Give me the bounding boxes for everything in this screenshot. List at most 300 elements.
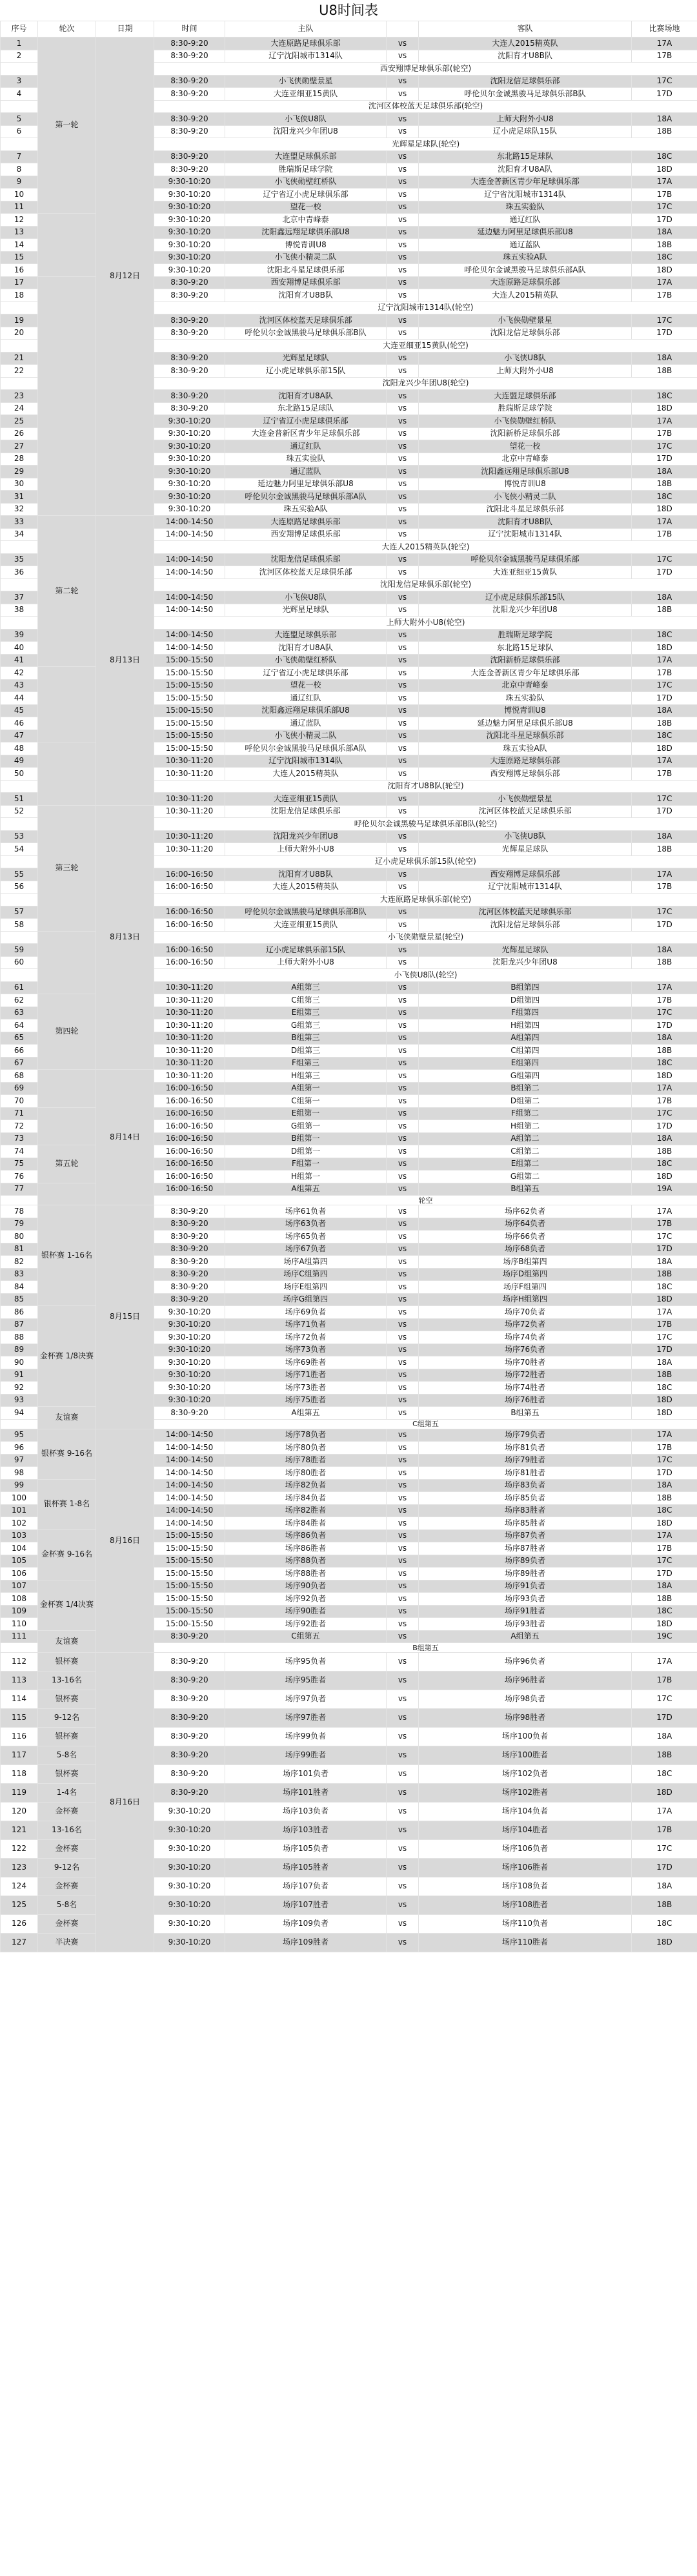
header-court: 比赛场地 [632,21,697,37]
match-seq: 57 [1,906,38,919]
home-team: 呼伦贝尔金诚黑骏马足球俱乐部B队 [225,906,387,919]
court-label: 17C [632,314,697,327]
away-team: 望花一校 [419,440,632,453]
away-team: 场序83胜者 [419,1504,632,1517]
home-team: 光辉星足球队 [225,604,387,617]
home-team: A组第三 [225,981,387,994]
vs-label: vs [387,201,419,214]
court-label: 17C [632,1007,697,1019]
court-label: 18B [632,1268,697,1281]
round-cell: 第一轮 [38,37,96,214]
home-team: 场序65负者 [225,1231,387,1243]
vs-label: vs [387,868,419,881]
vs-label: vs [387,1306,419,1319]
match-seq: 12 [1,214,38,227]
away-team: 小飞侠U8队 [419,830,632,843]
away-team: 场序81胜者 [419,1467,632,1480]
court-label: 18C [632,1057,697,1070]
court-label: 18D [632,1293,697,1306]
court-label: 17A [632,1306,697,1319]
court-label: 17B [632,528,697,541]
court-label: 17C [632,1231,697,1243]
match-seq: 102 [1,1517,38,1530]
round-cell: 第二轮 [38,516,96,667]
vs-label: vs [387,1120,419,1133]
match-seq: 25 [1,415,38,428]
court-label: 18A [632,704,697,717]
bye-label: 沈阳龙信足球俱乐部(轮空) [154,578,697,591]
away-team: 场序91负者 [419,1580,632,1593]
match-seq: 15 [1,251,38,264]
match-time: 8:30-9:20 [154,1671,225,1690]
match-seq: 99 [1,1479,38,1492]
match-seq: 21 [1,352,38,365]
match-seq: 27 [1,440,38,453]
court-label: 18A [632,830,697,843]
vs-label: vs [387,1369,419,1382]
home-team: 通辽红队 [225,440,387,453]
away-team: 场序100负者 [419,1728,632,1746]
court-label: 17D [632,919,697,932]
home-team: A组第五 [225,1407,387,1420]
match-seq: 120 [1,1803,38,1821]
match-time: 14:00-14:50 [154,629,225,642]
match-time: 16:00-16:50 [154,868,225,881]
away-team: 沈阳龙信足球俱乐部 [419,919,632,932]
match-seq: 79 [1,1218,38,1231]
vs-label: vs [387,1517,419,1530]
court-label: 17D [632,566,697,579]
vs-label: vs [387,1356,419,1369]
home-team: 大连盟足球俱乐部 [225,150,387,163]
court-label: 17A [632,1082,697,1095]
match-seq: 83 [1,1268,38,1281]
court-label: 18C [632,251,697,264]
court-label: 17D [632,1709,697,1728]
match-seq: 116 [1,1728,38,1746]
match-seq: 84 [1,1281,38,1294]
match-seq: 69 [1,1082,38,1095]
vs-label: vs [387,1618,419,1631]
home-team: H组第一 [225,1170,387,1183]
match-time: 9:30-10:20 [154,1896,225,1915]
vs-label: vs [387,1019,419,1032]
court-label: 18B [632,239,697,252]
match-time: 16:00-16:50 [154,1145,225,1158]
away-team: 场序93负者 [419,1593,632,1606]
away-team: 场序B组第四 [419,1256,632,1269]
vs-label: vs [387,1268,419,1281]
vs-label: vs [387,1218,419,1231]
vs-label: vs [387,276,419,289]
home-team: 场序80胜者 [225,1467,387,1480]
vs-label: vs [387,1709,419,1728]
match-time: 8:30-9:20 [154,1746,225,1765]
match-seq: 31 [1,491,38,504]
away-team: B组第四 [419,981,632,994]
match-time: 16:00-16:50 [154,1170,225,1183]
vs-label: vs [387,1859,419,1877]
match-time: 14:00-14:50 [154,1442,225,1455]
vs-label: vs [387,1132,419,1145]
home-team: 场序E组第四 [225,1281,387,1294]
court-label: 18C [632,1915,697,1934]
match-row [1,1070,697,1083]
away-team: 场序96胜者 [419,1671,632,1690]
match-seq: 41 [1,654,38,667]
vs-label: vs [387,717,419,730]
match-seq [1,377,38,390]
away-team: 上师大附外小U8 [419,113,632,126]
match-seq: 56 [1,881,38,894]
vs-label: vs [387,906,419,919]
court-label: 17C [632,201,697,214]
vs-label: vs [387,1555,419,1568]
home-team: 场序67负者 [225,1243,387,1256]
vs-label: vs [387,239,419,252]
match-seq: 91 [1,1369,38,1382]
home-team: 场序69胜者 [225,1356,387,1369]
home-team: D组第一 [225,1145,387,1158]
match-time: 8:30-9:20 [154,50,225,63]
round-cell: 银杯赛 [38,1690,96,1709]
match-time: 15:00-15:50 [154,1618,225,1631]
away-team: 场序104负者 [419,1803,632,1821]
round-cell: 金杯赛 [38,1803,96,1821]
vs-label: vs [387,327,419,340]
match-seq: 96 [1,1442,38,1455]
vs-label: vs [387,113,419,126]
vs-label: vs [387,1082,419,1095]
date-cell: 8月15日 [96,1205,154,1429]
round-cell: 友谊赛 [38,1630,96,1653]
court-label: 18A [632,1032,697,1045]
vs-label: vs [387,1045,419,1058]
court-label: 18D [632,1394,697,1407]
bye-label: 大连人2015精英队(轮空) [154,541,697,554]
court-label: 18D [632,163,697,176]
court-label: 17D [632,1467,697,1480]
match-time: 8:30-9:20 [154,113,225,126]
round-cell: 金杯赛 [38,1877,96,1896]
home-team: 沈阳育才U8B队 [225,289,387,302]
match-time: 8:30-9:20 [154,390,225,403]
match-seq [1,894,38,906]
home-team: 场序101胜者 [225,1784,387,1803]
match-seq: 7 [1,150,38,163]
away-team: 沈河区体校蓝天足球俱乐部 [419,805,632,818]
away-team: 小飞侠勋壁景星 [419,793,632,806]
match-time: 9:30-10:20 [154,189,225,201]
vs-label: vs [387,1504,419,1517]
home-team: 大连亚细亚15黄队 [225,793,387,806]
away-team: 场序F组第四 [419,1281,632,1294]
vs-label: vs [387,88,419,101]
match-seq: 90 [1,1356,38,1369]
vs-label: vs [387,150,419,163]
match-time: 15:00-15:50 [154,692,225,705]
away-team: 沈阳育才U8B队 [419,516,632,529]
away-team: 场序66负者 [419,1231,632,1243]
match-seq: 16 [1,264,38,277]
match-seq: 40 [1,642,38,655]
away-team: 辽宁沈阳城市1314队 [419,881,632,894]
away-team: 珠五实验A队 [419,251,632,264]
court-label: 17C [632,1840,697,1859]
away-team: 通辽蓝队 [419,239,632,252]
match-time: 16:00-16:50 [154,1120,225,1133]
court-label: 18A [632,113,697,126]
vs-label: vs [387,1231,419,1243]
match-seq: 78 [1,1205,38,1218]
header-time: 时间 [154,21,225,37]
match-time: 8:30-9:20 [154,1690,225,1709]
home-team: 场序72负者 [225,1331,387,1344]
court-label: 18C [632,1605,697,1618]
court-label: 18C [632,1765,697,1784]
match-time: 16:00-16:50 [154,1158,225,1170]
court-label: 18D [632,1934,697,1952]
match-seq: 14 [1,239,38,252]
match-time: 14:00-14:50 [154,516,225,529]
home-team: 场序92胜者 [225,1618,387,1631]
away-team: 场序72胜者 [419,1369,632,1382]
bye-label: C组第五 [154,1419,697,1429]
match-seq: 23 [1,390,38,403]
match-row [1,1205,697,1218]
court-label: 17C [632,1454,697,1467]
match-time: 9:30-10:20 [154,503,225,516]
match-seq: 49 [1,755,38,768]
court-label: 17B [632,1095,697,1108]
match-time: 8:30-9:20 [154,1256,225,1269]
round-cell: 9-12名 [38,1709,96,1728]
match-seq: 107 [1,1580,38,1593]
match-time: 8:30-9:20 [154,1653,225,1671]
away-team: 场序D组第四 [419,1268,632,1281]
match-seq: 46 [1,717,38,730]
vs-label: vs [387,679,419,692]
match-seq: 92 [1,1382,38,1395]
header-seq: 序号 [1,21,38,37]
match-seq: 112 [1,1653,38,1671]
home-team: 西安翔博足球俱乐部 [225,276,387,289]
match-time: 10:30-11:20 [154,755,225,768]
match-time: 10:30-11:20 [154,1032,225,1045]
vs-label: vs [387,1293,419,1306]
court-label: 18A [632,1479,697,1492]
vs-label: vs [387,843,419,856]
court-label: 17C [632,1331,697,1344]
court-label: 18B [632,956,697,969]
vs-label: vs [387,1671,419,1690]
home-team: 沈阳鑫远翔足球俱乐部U8 [225,704,387,717]
vs-label: vs [387,1256,419,1269]
match-time: 9:30-10:20 [154,176,225,189]
match-time: 9:30-10:20 [154,1318,225,1331]
match-time: 8:30-9:20 [154,1407,225,1420]
header-vs [387,21,419,37]
round-cell: 银杯赛 [38,1728,96,1746]
match-time: 15:00-15:50 [154,1542,225,1555]
match-seq: 59 [1,944,38,957]
match-time: 14:00-14:50 [154,1517,225,1530]
match-seq: 104 [1,1542,38,1555]
match-time: 9:30-10:20 [154,478,225,491]
vs-label: vs [387,214,419,227]
match-time: 8:30-9:20 [154,37,225,50]
match-time: 15:00-15:50 [154,1568,225,1580]
match-time: 9:30-10:20 [154,1331,225,1344]
home-team: D组第三 [225,1045,387,1058]
court-label: 17C [632,440,697,453]
away-team: 辽宁沈阳城市1314队 [419,528,632,541]
match-time: 9:30-10:20 [154,440,225,453]
round-cell [38,276,96,516]
vs-label: vs [387,440,419,453]
away-team: 小飞侠U8队 [419,352,632,365]
away-team: 小飞侠小精灵二队 [419,491,632,504]
home-team: G组第一 [225,1120,387,1133]
away-team: 通辽红队 [419,214,632,227]
away-team: 场序76负者 [419,1344,632,1356]
match-seq: 9 [1,176,38,189]
court-label: 17B [632,1671,697,1690]
away-team: 沈阳育才U8A队 [419,163,632,176]
match-seq: 6 [1,125,38,138]
court-label: 17C [632,1555,697,1568]
vs-label: vs [387,1158,419,1170]
match-seq [1,1419,38,1429]
home-team: 场序84负者 [225,1492,387,1505]
match-seq: 3 [1,75,38,88]
match-seq: 103 [1,1529,38,1542]
court-label: 18B [632,717,697,730]
court-label: 17A [632,1529,697,1542]
vs-label: vs [387,189,419,201]
away-team: 沈阳北斗星足球俱乐部 [419,503,632,516]
court-label: 17A [632,1803,697,1821]
match-time: 14:00-14:50 [154,1429,225,1442]
home-team: 沈阳育才U8A队 [225,390,387,403]
match-time: 15:00-15:50 [154,730,225,742]
court-label: 18B [632,1593,697,1606]
court-label: 18B [632,843,697,856]
court-label: 17D [632,327,697,340]
away-team: 场序89负者 [419,1555,632,1568]
match-seq: 118 [1,1765,38,1784]
away-team: D组第二 [419,1095,632,1108]
home-team: 场序73负者 [225,1344,387,1356]
match-time: 16:00-16:50 [154,944,225,957]
home-team: 场序109负者 [225,1915,387,1934]
match-seq: 48 [1,742,38,755]
match-time: 8:30-9:20 [154,327,225,340]
home-team: 场序99胜者 [225,1746,387,1765]
away-team: 大连亚细亚15黄队 [419,566,632,579]
match-time: 8:30-9:20 [154,1243,225,1256]
match-seq: 39 [1,629,38,642]
home-team: 辽宁沈阳城市1314队 [225,755,387,768]
away-team: E组第二 [419,1158,632,1170]
match-seq: 66 [1,1045,38,1058]
home-team: A组第五 [225,1183,387,1196]
match-seq: 4 [1,88,38,101]
vs-label: vs [387,1407,419,1420]
court-label: 18D [632,1070,697,1083]
match-seq: 127 [1,1934,38,1952]
away-team: 北京中青峰泰 [419,453,632,465]
court-label: 18A [632,1132,697,1145]
round-cell: 第四轮 [38,994,96,1070]
away-team: 延边魅力阿里足球俱乐部U8 [419,226,632,239]
away-team: 场序110负者 [419,1915,632,1934]
away-team: G组第二 [419,1170,632,1183]
bye-label: 西安翔博足球俱乐部(轮空) [154,63,697,76]
match-seq: 113 [1,1671,38,1690]
match-seq: 60 [1,956,38,969]
court-label: 17D [632,88,697,101]
away-team: 呼伦贝尔金诚黑骏马足球俱乐部A队 [419,264,632,277]
vs-label: vs [387,415,419,428]
match-time: 8:30-9:20 [154,1268,225,1281]
home-team: 上师大附外小U8 [225,843,387,856]
home-team: B组第一 [225,1132,387,1145]
match-time: 9:30-10:20 [154,264,225,277]
away-team: 辽宁省沈阳城市1314队 [419,189,632,201]
vs-label: vs [387,1070,419,1083]
home-team: 场序99负者 [225,1728,387,1746]
match-time: 15:00-15:50 [154,654,225,667]
away-team: 场序74负者 [419,1331,632,1344]
away-team: 场序93胜者 [419,1618,632,1631]
away-team: 沈阳北斗星足球俱乐部 [419,730,632,742]
away-team: 大连盟足球俱乐部 [419,390,632,403]
vs-label: vs [387,1145,419,1158]
away-team: 场序72负者 [419,1318,632,1331]
court-label: 17B [632,1442,697,1455]
away-team: 胜瑞斯足球学院 [419,402,632,415]
match-row [1,1653,697,1671]
home-team: 场序105负者 [225,1840,387,1859]
away-team: H组第二 [419,1120,632,1133]
away-team: 东北路15足球队 [419,642,632,655]
bye-label: 辽小虎足球俱乐部15队(轮空) [154,855,697,868]
court-label: 17D [632,214,697,227]
match-seq [1,1196,38,1205]
home-team: 场序88胜者 [225,1568,387,1580]
away-team: B组第五 [419,1183,632,1196]
court-label: 18C [632,150,697,163]
match-time: 10:30-11:20 [154,981,225,994]
match-time: 8:30-9:20 [154,289,225,302]
match-seq: 74 [1,1145,38,1158]
away-team: 场序98胜者 [419,1709,632,1728]
away-team: F组第二 [419,1107,632,1120]
vs-label: vs [387,478,419,491]
header-home: 主队 [225,21,387,37]
court-label: 17B [632,289,697,302]
match-seq: 87 [1,1318,38,1331]
home-team: 辽宁省辽小虎足球俱乐部 [225,415,387,428]
bye-label: 沈阳龙兴少年团U8(轮空) [154,377,697,390]
vs-label: vs [387,1057,419,1070]
date-cell: 8月12日 [96,37,154,516]
vs-label: vs [387,755,419,768]
bye-label: 轮空 [154,1196,697,1205]
away-team: G组第四 [419,1070,632,1083]
match-seq [1,855,38,868]
